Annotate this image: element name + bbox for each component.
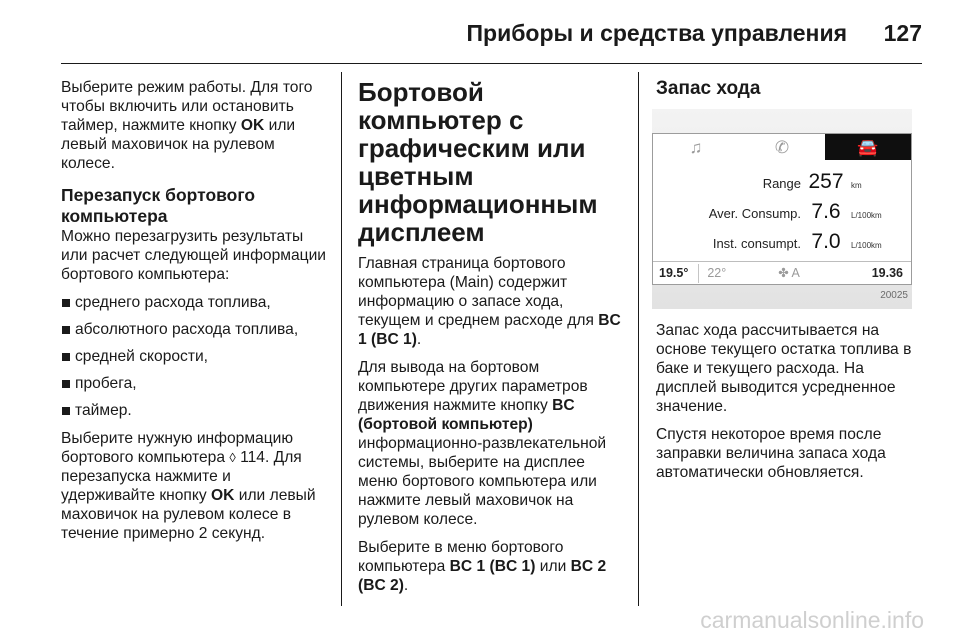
clock: 19.36 <box>871 265 903 280</box>
fan-icon: ✤ A <box>778 265 800 280</box>
reset-heading: Перезапуск бортового компьютера <box>61 185 256 226</box>
reset-paragraph: Можно перезагрузить результаты или расчет следующей информации бортового компьютера: <box>61 228 327 283</box>
list-item: абсолютного расхода топлива, <box>61 320 329 339</box>
main-page-paragraph: Главная страница бортового компьютера (Main) содержит информацию о запасе хода, текущем и среднем расходе для BC 1 (BC 1). <box>358 255 621 348</box>
list-item: пробега, <box>61 374 329 393</box>
avg-consumption-row: Aver. Consump. 7.6 L/100km <box>708 200 882 223</box>
column-right <box>656 78 926 491</box>
inst-consumption-row: Inst. consumpt. 7.0 L/100km <box>712 230 882 253</box>
list-item: средней скорости, <box>61 347 329 366</box>
inside-temperature: 22° <box>707 265 727 280</box>
display-tab-bar <box>653 134 911 160</box>
ok-button-ref: OK <box>240 117 265 134</box>
column-divider-1 <box>341 72 342 606</box>
watermark: carmanualsonline.info <box>700 607 924 633</box>
phone-icon: ✆ <box>774 137 790 157</box>
column-left <box>61 78 329 552</box>
list-item: среднего расхода топлива, <box>61 293 329 312</box>
column-middle <box>358 78 623 604</box>
page-header-title: Приборы и средства управления <box>466 20 847 46</box>
output-paragraph: Для вывода на бортовом компьютере других параметров движения нажмите кнопку BC (бортовой компьютер) информационно-развлекательной системы, выберите на дисплее меню бортового компьютера или нажмите левый маховичок на рулевом колесе. <box>358 359 607 528</box>
figure-id: 20025 <box>880 290 908 301</box>
range-heading: Запас хода <box>656 78 761 99</box>
header-rule <box>61 63 922 64</box>
range-paragraph-2: Спустя некоторое время после заправки величина запаса хода автоматически обновляется. <box>656 426 886 481</box>
column-divider-2 <box>638 72 639 606</box>
music-note-icon: ♫ <box>689 137 703 157</box>
display-figure <box>652 109 912 309</box>
page-ref-icon: ◊ <box>229 450 236 465</box>
list-item: таймер. <box>61 401 329 420</box>
info-display-screen <box>652 133 912 285</box>
outside-temperature: 19.5° <box>653 264 699 283</box>
section-heading: Бортовой компьютер с графическим или цветным информационным дисплеем <box>358 77 598 247</box>
range-paragraph-1: Запас хода рассчитывается на основе текущего остатка топлива в баке и текущего расхода. На дисплей выводится усредненное значение. <box>656 322 912 415</box>
choose-paragraph: Выберите нужную информацию бортового компьютера ◊ 114. Для перезапуска нажмите и удерживайте кнопку OK или левый маховичок на рулевом колесе в течение примерно 2 секунд. <box>61 430 316 542</box>
display-status-bar <box>653 261 911 284</box>
car-icon: 🚘 <box>825 134 911 160</box>
select-paragraph: Выберите в меню бортового компьютера BC 1 (BC 1) или BC 2 (BC 2). <box>358 539 607 594</box>
intro-paragraph: Выберите режим работы. Для того чтобы включить или остановить таймер, нажмите кнопку OK или левый маховичок на рулевом колесе. <box>61 79 313 172</box>
page-number: 127 <box>883 20 922 46</box>
reset-list <box>61 293 329 420</box>
ok-button-ref: OK <box>211 487 235 504</box>
range-row: Range 257 km <box>762 170 862 193</box>
